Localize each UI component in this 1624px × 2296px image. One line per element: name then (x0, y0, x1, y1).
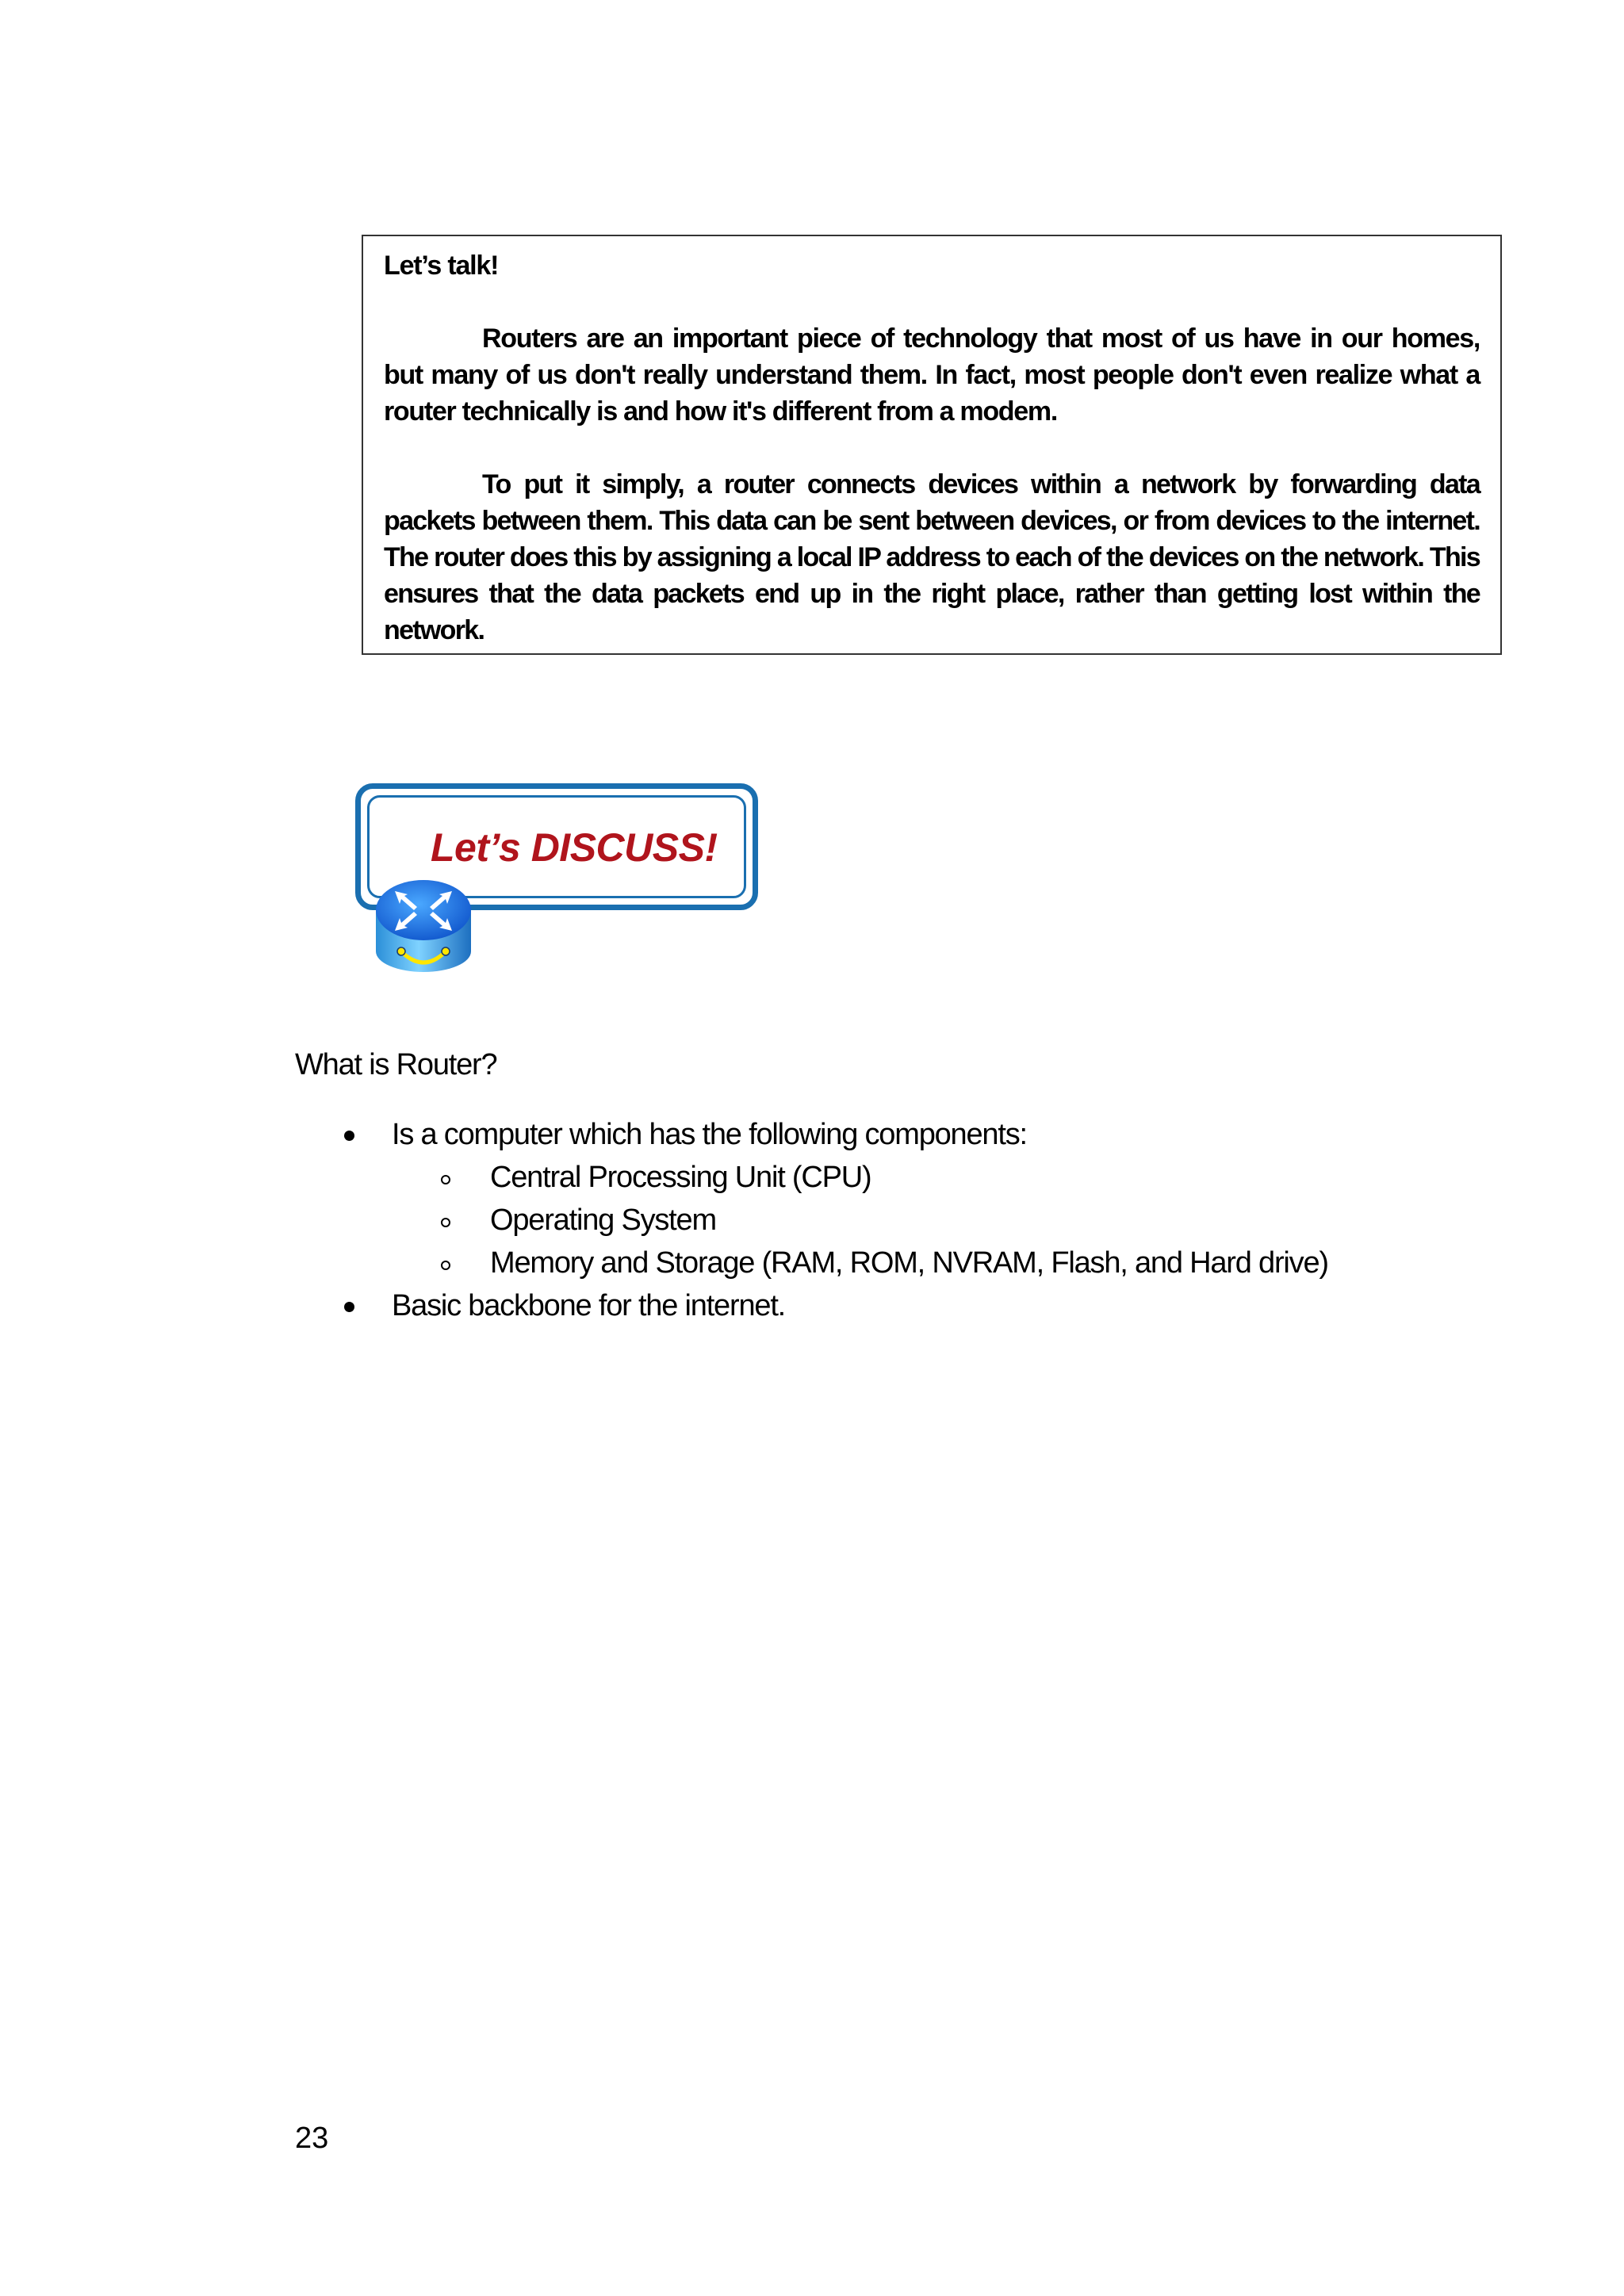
sublist-item (392, 1199, 1328, 1242)
bullet-icon (344, 1131, 354, 1141)
list-item (295, 1113, 1328, 1284)
talk-paragraph-1: Routers are an important piece of technology that most of us have in our homes, but many of us don't really understand them. In fact, most people don't even realize what a router technically is and how it's different from a modem. (384, 323, 1480, 427)
lets-talk-box (362, 235, 1502, 655)
section-title: What is Router? (295, 1048, 497, 1081)
sublist-item-text: Operating System (490, 1203, 716, 1237)
router-icon (373, 875, 474, 978)
hollow-bullet-icon (441, 1175, 450, 1184)
sublist-item (392, 1156, 1328, 1199)
components-sublist (392, 1156, 1328, 1284)
lets-talk-heading: Let’s talk! (384, 251, 499, 281)
list-item (295, 1284, 1328, 1327)
sublist-item (392, 1242, 1328, 1284)
bullet-icon (344, 1302, 354, 1312)
talk-paragraph-2: To put it simply, a router connects devices within a network by forwarding data packets between them. This data can be sent between devices, or from devices to the internet. The router does this by assigning a local IP address to each of the devices on the network. This ensures that the data packets end up in the right place, rather than getting lost within the network. (384, 469, 1480, 645)
hollow-bullet-icon (441, 1261, 450, 1270)
list-item-text: Is a computer which has the following components: (392, 1118, 1027, 1151)
page-number: 23 (295, 2122, 329, 2155)
list-item-text: Basic backbone for the internet. (392, 1289, 786, 1322)
sublist-item-text: Central Processing Unit (CPU) (490, 1161, 871, 1194)
hollow-bullet-icon (441, 1218, 450, 1227)
lets-discuss-banner (355, 783, 768, 982)
router-bullet-list (295, 1113, 1328, 1327)
sublist-item-text: Memory and Storage (RAM, ROM, NVRAM, Flash, and Hard drive) (490, 1246, 1328, 1280)
discuss-label: Let’s DISCUSS! (431, 825, 718, 870)
